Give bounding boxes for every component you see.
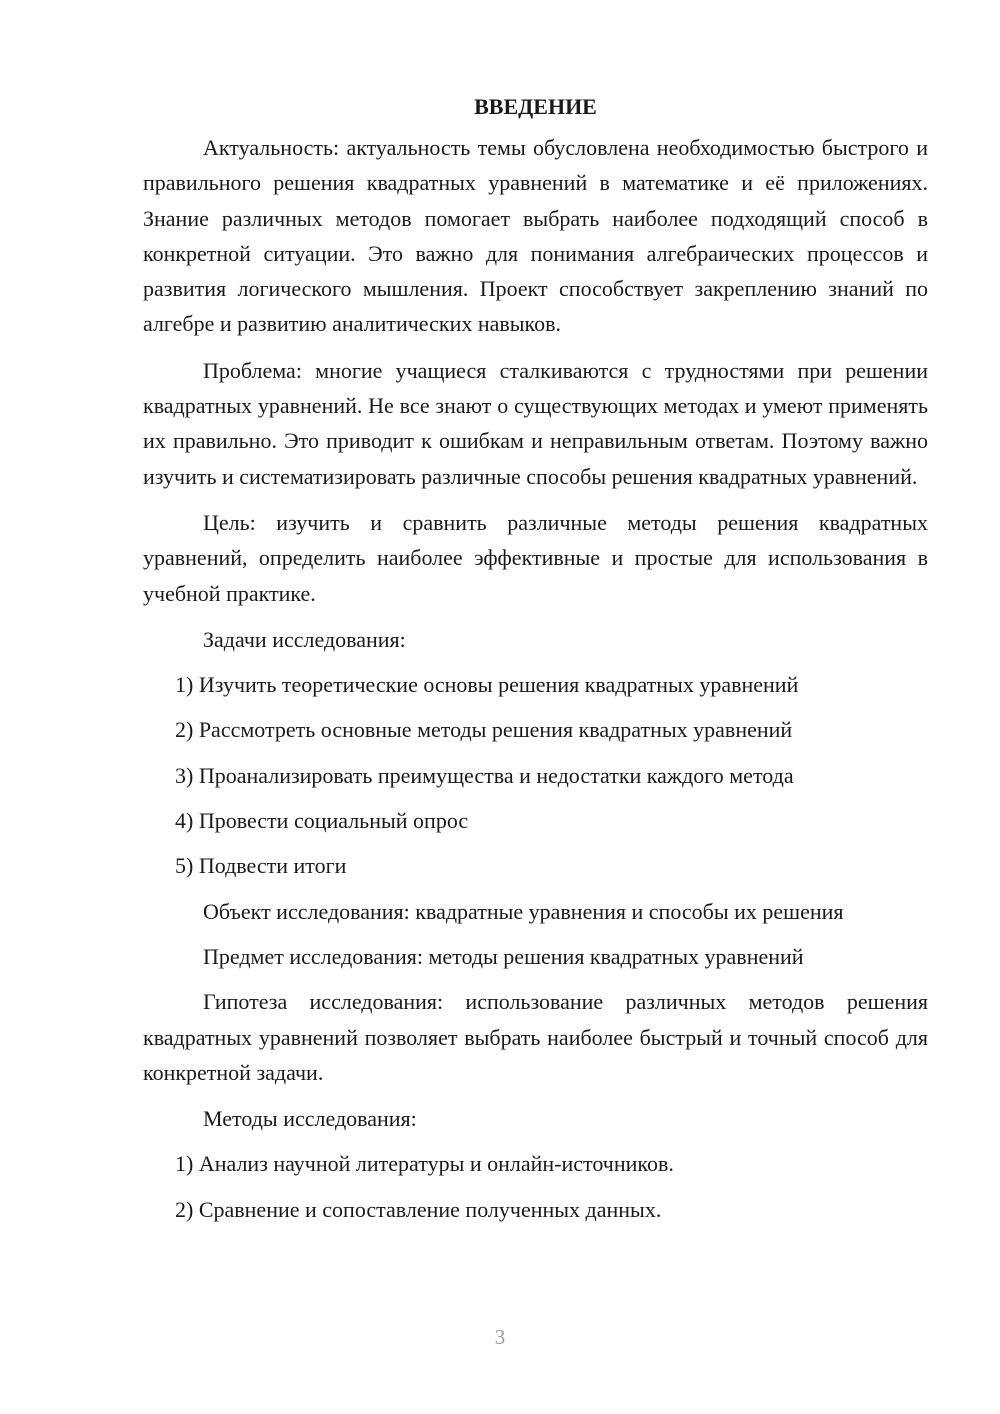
hypothesis-paragraph: Гипотеза исследования: использование различных методов решения квадратных уравнений позволяет выбрать наиболее быстрый и точный способ для конкретной задачи. [143, 989, 928, 1085]
document-body [143, 92, 928, 1227]
page-title: ВВЕДЕНИЕ [474, 94, 597, 119]
tasks-heading: Задачи исследования: [203, 626, 406, 652]
task-item: 2) Рассмотреть основные методы решения квадратных уравнений [175, 717, 793, 743]
relevance-paragraph: Актуальность: актуальность темы обусловлена необходимостью быстрого и правильного решения квадратных уравнений в математике и её приложениях. Знание различных методов помогает выбрать наиболее подходящий способ в конкретной ситуации. Это важно для понимания алгебраических процессов и развития логического мышления. Проект способствует закреплению знаний по алгебре и развитию аналитических навыков. [143, 135, 928, 337]
methods-list [143, 1146, 928, 1227]
methods-heading: Методы исследования: [203, 1106, 417, 1132]
problem-paragraph: Проблема: многие учащиеся сталкиваются с трудностями при решении квадратных уравнений. Не все знают о существующих методах и умеют применять их правильно. Это приводит к ошибкам и неправильным ответам. Поэтому важно изучить и систематизировать различные способы решения квадратных уравнений. [143, 357, 928, 489]
page-number: 3 [494, 1325, 506, 1349]
tasks-list [143, 667, 928, 883]
task-item: 4) Провести социальный опрос [175, 808, 469, 834]
task-item: 1) Изучить теоретические основы решения квадратных уравнений [175, 672, 799, 698]
object-paragraph: Объект исследования: квадратные уравнения и способы их решения [203, 898, 844, 924]
subject-paragraph: Предмет исследования: методы решения квадратных уравнений [203, 943, 804, 969]
task-item: 5) Подвести итоги [175, 853, 347, 879]
method-item: 2) Сравнение и сопоставление полученных данных. [175, 1196, 662, 1222]
task-item: 3) Проанализировать преимущества и недостатки каждого метода [175, 762, 794, 788]
method-item: 1) Анализ научной литературы и онлайн-источников. [175, 1151, 674, 1177]
goal-paragraph: Цель: изучить и сравнить различные методы решения квадратных уравнений, определить наиболее эффективные и простые для использования в учебной практике. [143, 509, 928, 606]
